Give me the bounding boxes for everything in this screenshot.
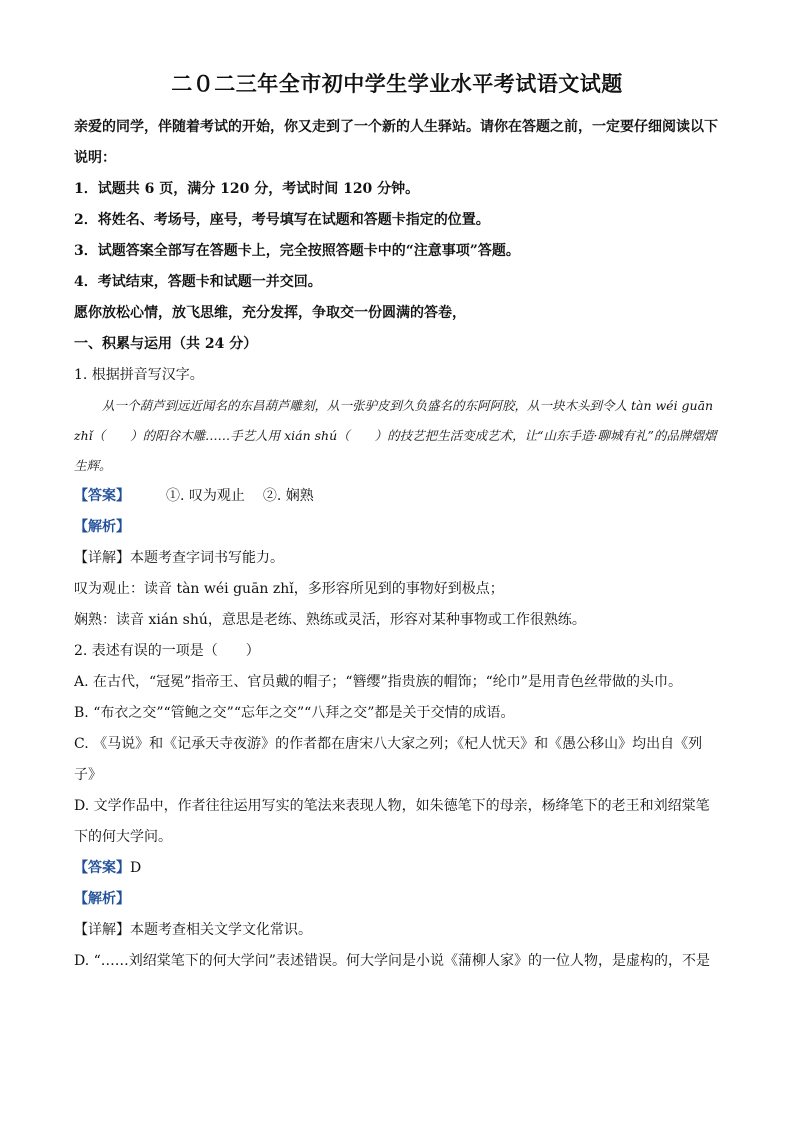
instruction-item: 2．将姓名、考场号，座号，考号填写在试题和答题卡指定的位置。 [74, 212, 490, 228]
answer-row [74, 853, 720, 884]
option-c: C. 《马说》和《记承天寺夜游》的作者都在唐宋八大家之列；《杞人忧天》和《愚公移山》均出自《列子》 [74, 736, 703, 783]
answer-label: 【答案】 [74, 488, 130, 504]
answer-value: D [130, 860, 142, 876]
section-heading: 一、积累与运用（共 24 分） [74, 336, 258, 352]
answer-item: ②. 娴熟 [262, 488, 314, 504]
question-1-passage: 从一个葫芦到远近闻名的东昌葫芦雕刻，从一张驴皮到久负盛名的东阿阿胶，从一块木头到令人 tàn wéi guān zhǐ（ ）的阳谷木雕……手艺人用 xián shú（ ）的技艺把生活变成艺术，让“山东手造·聊城有礼”的品牌熠熠生辉。 [74, 398, 717, 473]
detail-text: 【详解】本题考查字词书写能力。 [74, 550, 284, 566]
intro-text: 亲爱的同学，伴随着考试的开始，你又走到了一个新的人生驿站。请你在答题之前，一定要仔细阅读以下说明： [74, 119, 718, 166]
instruction-item: 4．考试结束，答题卡和试题一并交回。 [74, 274, 322, 290]
explain-text: 娴熟：读音 xián shú，意思是老练、熟练或灵活，形容对某种事物或工作很熟练。 [74, 612, 586, 628]
answer-item: ①. 叹为观止 [166, 488, 245, 504]
question-1-stem: 1. 根据拼音写汉字。 [74, 367, 204, 383]
detail-text: 【详解】本题考查相关文学文化常识。 [74, 922, 312, 938]
explain-text: D. “……刘绍棠笔下的何大学问”表述错误。何大学问是小说《蒲柳人家》的一位人物，是虚构的，不是 [74, 953, 710, 969]
instruction-item: 1．试题共 6 页，满分 120 分，考试时间 120 分钟。 [74, 181, 420, 197]
option-a: A. 在古代，“冠冕”指帝王、官员戴的帽子；“簪缨”指贵族的帽饰；“纶巾”是用青色丝带做的头巾。 [74, 674, 682, 690]
answer-label: 【答案】 [74, 860, 130, 876]
page-title: 二０二三年全市初中学生学业水平考试语文试题 [171, 71, 623, 96]
analysis-label: 【解析】 [74, 519, 130, 535]
option-d: D. 文学作品中，作者往往运用写实的笔法来表现人物，如朱德笔下的母亲，杨绛笔下的老王和刘绍棠笔下的何大学问。 [74, 798, 710, 845]
explain-text: 叹为观止：读音 tàn wéi guān zhǐ，多形容所见到的事物好到极点； [74, 581, 504, 597]
instruction-item: 3．试题答案全部写在答题卡上，完全按照答题卡中的“注意事项”答题。 [74, 243, 520, 259]
wish-text: 愿你放松心情，放飞思维，充分发挥，争取交一份圆满的答卷， [74, 305, 466, 321]
analysis-label: 【解析】 [74, 891, 130, 907]
exam-page [74, 68, 720, 977]
answer-row [74, 481, 720, 512]
option-b: B. “布衣之交”“管鲍之交”“忘年之交”“八拜之交”都是关于交情的成语。 [74, 705, 515, 721]
question-2-stem: 2. 表述有误的一项是（ ） [74, 643, 260, 659]
